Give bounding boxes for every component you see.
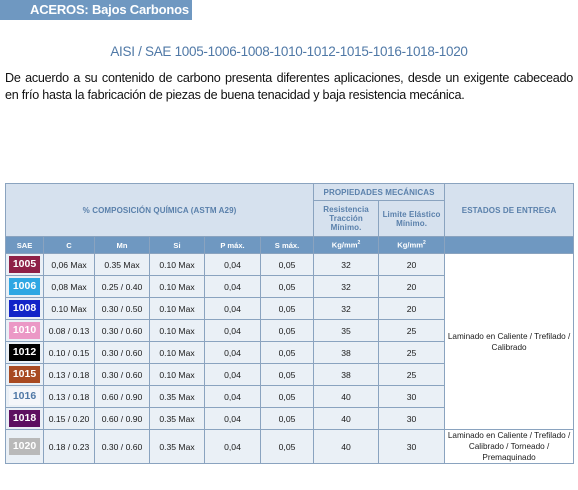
resistencia-cell: 40	[314, 386, 379, 408]
steel-spec-table	[5, 183, 574, 464]
p-cell: 0,04	[205, 298, 261, 320]
si-cell: 0.10 Max	[150, 342, 205, 364]
si-cell: 0.35 Max	[150, 430, 205, 464]
resistencia-cell: 40	[314, 430, 379, 464]
limite-cell: 30	[379, 408, 445, 430]
table-body	[6, 254, 574, 464]
c-cell: 0,06 Max	[44, 254, 95, 276]
si-cell: 0.10 Max	[150, 254, 205, 276]
p-cell: 0,04	[205, 254, 261, 276]
table-row	[6, 254, 574, 276]
p-cell: 0,04	[205, 386, 261, 408]
s-cell: 0,05	[261, 364, 314, 386]
sae-color-badge: 1018	[9, 410, 40, 427]
s-cell: 0,05	[261, 276, 314, 298]
col-mn: Mn	[95, 237, 150, 254]
resistencia-header: Resistencia Tracción Mínimo.	[314, 201, 379, 237]
si-cell: 0.10 Max	[150, 276, 205, 298]
p-cell: 0,04	[205, 276, 261, 298]
mn-cell: 0.60 / 0.90	[95, 386, 150, 408]
sae-color-badge: 1006	[9, 278, 40, 295]
sae-cell	[6, 276, 44, 298]
sae-cell	[6, 430, 44, 464]
p-cell: 0,04	[205, 430, 261, 464]
sae-color-badge: 1015	[9, 366, 40, 383]
mn-cell: 0.60 / 0.90	[95, 408, 150, 430]
mn-cell: 0.30 / 0.60	[95, 430, 150, 464]
c-cell: 0,08 Max	[44, 276, 95, 298]
limite-cell: 25	[379, 342, 445, 364]
resistencia-cell: 38	[314, 364, 379, 386]
limite-cell: 30	[379, 430, 445, 464]
si-cell: 0.10 Max	[150, 298, 205, 320]
col-p: P máx.	[205, 237, 261, 254]
limite-cell: 20	[379, 276, 445, 298]
mn-cell: 0.25 / 0.40	[95, 276, 150, 298]
s-cell: 0,05	[261, 386, 314, 408]
limite-cell: 20	[379, 298, 445, 320]
mn-cell: 0.30 / 0.60	[95, 364, 150, 386]
col-c: C	[44, 237, 95, 254]
s-cell: 0,05	[261, 320, 314, 342]
limite-cell: 30	[379, 386, 445, 408]
c-cell: 0.08 / 0.13	[44, 320, 95, 342]
s-cell: 0,05	[261, 298, 314, 320]
mn-cell: 0.35 Max	[95, 254, 150, 276]
s-cell: 0,05	[261, 408, 314, 430]
sae-color-badge: 1020	[9, 438, 40, 455]
sae-color-badge: 1010	[9, 322, 40, 339]
resistencia-cell: 38	[314, 342, 379, 364]
resistencia-cell: 40	[314, 408, 379, 430]
col-s: S máx.	[261, 237, 314, 254]
s-cell: 0,05	[261, 430, 314, 464]
c-cell: 0.10 / 0.15	[44, 342, 95, 364]
c-cell: 0.13 / 0.18	[44, 386, 95, 408]
limite-cell: 25	[379, 364, 445, 386]
resistencia-cell: 32	[314, 254, 379, 276]
col-si: Si	[150, 237, 205, 254]
s-cell: 0,05	[261, 342, 314, 364]
intro-paragraph: De acuerdo a su contenido de carbono presenta diferentes aplicaciones, desde un exigente cabeceado en frío hasta la fabricación de piezas de buena tenacidad y baja resistencia mecánica.	[5, 71, 573, 102]
limite-cell: 25	[379, 320, 445, 342]
sae-cell	[6, 254, 44, 276]
estado-entrega-group-2: Laminado en Caliente / Trefilado / Calibrado / Torneado / Premaquinado	[445, 430, 574, 464]
sae-cell	[6, 298, 44, 320]
col-estado-blank	[445, 237, 574, 254]
sae-cell	[6, 320, 44, 342]
c-cell: 0.18 / 0.23	[44, 430, 95, 464]
resistencia-cell: 32	[314, 298, 379, 320]
grades-subtitle: AISI / SAE 1005-1006-1008-1010-1012-1015-1016-1018-1020	[110, 44, 468, 59]
sae-cell	[6, 364, 44, 386]
sae-color-badge: 1005	[9, 256, 40, 273]
si-cell: 0.35 Max	[150, 408, 205, 430]
sae-color-badge: 1012	[9, 344, 40, 361]
mn-cell: 0.30 / 0.60	[95, 320, 150, 342]
sae-cell	[6, 386, 44, 408]
limite-header: Limite Elástico Mínimo.	[379, 201, 445, 237]
section-banner: ACEROS: Bajos Carbonos	[0, 0, 192, 20]
col-sae: SAE	[6, 237, 44, 254]
estados-header: ESTADOS DE ENTREGA	[445, 184, 574, 237]
sae-color-badge: 1016	[9, 388, 40, 405]
p-cell: 0,04	[205, 364, 261, 386]
limite-cell: 20	[379, 254, 445, 276]
c-cell: 0.10 Max	[44, 298, 95, 320]
col-res-unit: $Kg/mm^2$	[314, 237, 379, 254]
p-cell: 0,04	[205, 408, 261, 430]
sae-color-badge: 1008	[9, 300, 40, 317]
s-cell: 0,05	[261, 254, 314, 276]
sae-cell	[6, 342, 44, 364]
mn-cell: 0.30 / 0.50	[95, 298, 150, 320]
si-cell: 0.10 Max	[150, 364, 205, 386]
estado-entrega-group-1: Laminado en Caliente / Trefilado / Calibrado	[445, 254, 574, 430]
mn-cell: 0.30 / 0.60	[95, 342, 150, 364]
col-lim-unit: $Kg/mm^2$	[379, 237, 445, 254]
si-cell: 0.35 Max	[150, 386, 205, 408]
p-cell: 0,04	[205, 320, 261, 342]
c-cell: 0.13 / 0.18	[44, 364, 95, 386]
table-row	[6, 430, 574, 464]
propiedades-header: PROPIEDADES MECÁNICAS	[314, 184, 445, 201]
c-cell: 0.15 / 0.20	[44, 408, 95, 430]
composicion-header: % COMPOSICIÓN QUÍMICA (ASTM A29)	[6, 184, 314, 237]
si-cell: 0.10 Max	[150, 320, 205, 342]
resistencia-cell: 32	[314, 276, 379, 298]
sae-cell	[6, 408, 44, 430]
p-cell: 0,04	[205, 342, 261, 364]
resistencia-cell: 35	[314, 320, 379, 342]
